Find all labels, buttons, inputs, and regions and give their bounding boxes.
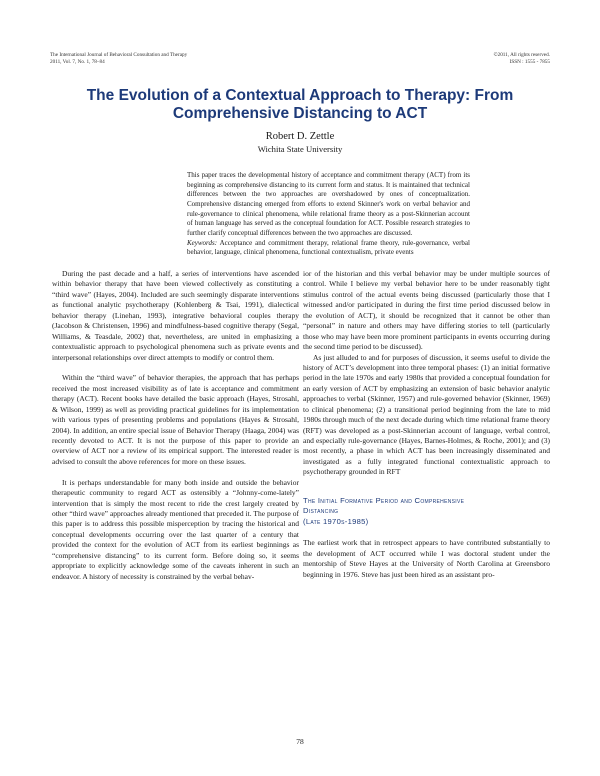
- abstract: [187, 171, 470, 258]
- issue-info: 2011, Vol. 7, No. 1, 78–84: [50, 59, 105, 65]
- section-heading-line-1: The Initial Formative Period and Comprehensive: [303, 495, 465, 505]
- paragraph: ior of the historian and this verbal behavior may be under multiple sources of control. While I believe my verbal behavior here to be under reasonably tight stimulus control of the actual events being discussed (particularly those that I witnessed and/or participated in during the first time period discussed below in the evolution of ACT), it should be recognized that it cannot be other than “personal” in nature and others may have differing stories to tell (particularly those who may have been more prominent participants in events occurring during the second time period to be discussed).: [303, 269, 550, 352]
- author-affiliation: Wichita State University: [257, 144, 343, 154]
- left-column: [52, 269, 299, 582]
- paragraph: The earliest work that in retrospect appears to have contributed substantially to the development of ACT occurred while I was doctoral student under the mentorship of Steve Hayes at the University of North Carolina at Greensboro beginning in 1976. Steve has just been hired as an assistant pro-: [303, 538, 550, 579]
- page-number: 78: [296, 737, 304, 746]
- running-header-right: [494, 52, 550, 66]
- keywords-label: Keywords:: [187, 238, 218, 247]
- article-title: [60, 87, 540, 123]
- keywords: [187, 239, 470, 258]
- paragraph: It is perhaps understandable for many both inside and outside the behavior therapeutic community to regard ACT as ostensibly a “Johnny-come-lately” intervention that is simply the most recent to ride the crest largely created by other “third wave” approaches already mentioned that preceded it. The purpose of this paper is to address this possible misperception by tracing the historical and conceptual developments occurring over the last quarter of a century that provided the context for the evolution of ACT from its earliest beginnings as “comprehensive distancing” to its current form. Before doing so, it seems appropriate to explicitly acknowledge some of the caveats inherent in such an endeavor. A history of necessity is constrained by the verbal behav-: [52, 477, 299, 581]
- running-header-left: [50, 52, 187, 66]
- section-heading-line-2: Distancing: [303, 506, 339, 516]
- keywords-list: Acceptance and commitment therapy, relational frame theory, rule-governance, verbal behavior, language, clinical phenomena, functional contextualism, private events: [187, 238, 470, 257]
- journal-name: The International Journal of Behavioral Consultation and Therapy: [50, 52, 188, 58]
- issn: ISSN : 1555 - 7855: [509, 59, 550, 65]
- abstract-body: This paper traces the developmental history of acceptance and commitment therapy (ACT) from its beginning as comprehensive distancing to its current form and status. It is maintained that technical differences between the two approaches are overshadowed by ones of conceptualization. Comprehensive distancing emerged from efforts to extend Skinner's work on verbal behavior and rule-governance to clinical phenomena, while relational frame theory as a post-Skinnerian account of human language has served as the conceptual foundation for ACT. Possible research strategies to further clarify conceptual differences between the two approaches are discussed.: [187, 171, 470, 237]
- title-line-2: Comprehensive Distancing to ACT: [172, 105, 428, 122]
- right-column: [303, 269, 550, 580]
- section-heading: [303, 496, 550, 528]
- paragraph: Within the “third wave” of behavior therapies, the approach that has perhaps received the most increased visibility as of late is acceptance and commitment therapy (ACT). Recent books have detailed the basic approach (Hayes, Strosahl, & Wilson, 1999) as well as providing practical guidelines for its implementation with various types of presenting problems and populations (Hayes & Strosahl, 2004). In addition, an entire special issue of Behavior Therapy (Haaga, 2004) was recently devoted to ACT. It is not the purpose of this paper to provide an overview of ACT nor a review of its empirical support. The interested reader is advised to consult the above references for more on these issues.: [52, 373, 299, 466]
- title-line-1: The Evolution of a Contextual Approach to Therapy: From: [86, 87, 514, 104]
- paragraph: During the past decade and a half, a series of interventions have ascended within behavior therapy that have been viewed collectively as constituting a “third wave” (Hayes, 2004). Included are such seemingly disparate interventions as functional analytic psychotherapy (Kohlenberg & Tsai, 1991), dialectical behavior therapy (Linehan, 1993), integrative behavioral couples therapy (Jacobson & Christensen, 1996) and mindfulness-based cognitive therapy (Segal, Williams, & Teasdale, 2002) that, nevertheless, are united in emphasizing a contextualistic approach to psychological phenomena such as private events and interpersonal relationships over direct attempts to modify or control them.: [52, 269, 299, 362]
- copyright-notice: ©2011, All rights reserved.: [493, 52, 550, 58]
- paragraph: As just alluded to and for purposes of discussion, it seems useful to divide the history of ACT’s development into three temporal phases: (1) an initial formative period in the late 1970s and early 1980s that provided a conceptual foundation for an early version of ACT by emphasizing an extension of basic behavior analytic approaches to verbal (Skinner, 1957) and rule-governed behavior (Skinner, 1969) to clinical phenomena; (2) a transitional period beginning from the late to mid 1980s through much of the next decade during which time relational frame theory (RFT) was developed as a post-Skinnerian account of language, verbal control, and especially rule-governance (Hayes, Barnes-Holmes, & Roche, 2001); and (3) most recently, a phase in which ACT has been increasingly disseminated and investigated as a fully integrated functional contextualistic approach to psychotherapy grounded in RFT: [303, 352, 550, 477]
- section-heading-line-3: (Late 1970s-1985): [303, 516, 369, 526]
- author-name: Robert D. Zettle: [265, 131, 335, 142]
